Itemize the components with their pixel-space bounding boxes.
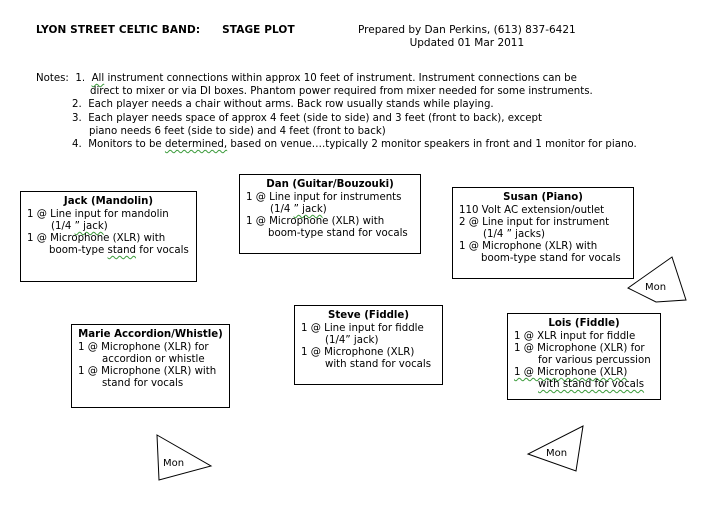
note-text: based on venue….typically 2 monitor speakers in front and 1 monitor for piano. [230,139,637,151]
player-box-marie [71,324,230,408]
requirement-line [246,204,414,216]
requirement-line: boom-type stand for vocals [268,228,408,239]
notes-label: Notes: [36,73,69,84]
requirement-line: 1 @ Line input for mandolin [27,209,169,220]
requirement-line: 1 @ Line input for fiddle [301,323,424,334]
requirement-line: 1 @ Microphone (XLR) with [246,216,385,227]
requirement-line: accordion or whistle [102,354,205,365]
header-band-title [36,24,295,36]
requirement-line: 1 @ Line input for instruments [246,192,402,203]
note-4 [36,138,637,151]
requirement-line [514,367,654,379]
note-text: piano needs 6 feet (side to side) and 4 feet (front to back) [89,125,386,137]
monitor-piano-label: Mon [645,282,667,293]
note-text: instrument connections within approx 10 feet of instrument. Instrument connections can be [107,73,577,84]
player-box-steve [294,305,443,385]
requirement-line: 1 @ Microphone (XLR) for [78,342,209,353]
note-number: 2. [72,99,82,111]
player-box-susan [452,187,634,279]
notes-section [36,72,637,151]
requirement-line [514,379,654,391]
note-2 [36,98,637,111]
requirement-text: stand [107,245,137,256]
note-1-cont [36,85,637,98]
header-prepared [358,24,576,50]
note-3-cont [36,125,637,138]
requirement-text: (1/4 [51,221,72,232]
player-name: Jack (Mandolin) [63,196,154,207]
note-text: Each player needs a chair without arms. Back row usually stands while playing. [88,99,494,111]
note-text: determined, [164,139,228,151]
requirement-line: (1/4 ” jacks) [483,229,545,240]
monitor-right-label: Mon [546,448,568,459]
requirement-text: 1 @ Microphone (XLR) [514,367,628,378]
requirement-text: ) [322,204,327,215]
requirement-line [27,221,190,233]
requirement-line: 1 @ Microphone (XLR) with [27,233,166,244]
requirement-text: for vocals [139,245,189,256]
note-number: 3. [72,112,82,124]
requirement-line [27,245,190,257]
player-box-jack [20,191,197,282]
requirement-line: (1/4” jack) [325,335,379,346]
player-name: Susan (Piano) [503,192,583,203]
note-text: Monitors to be [88,139,162,151]
note-3 [36,112,637,125]
note-number: 1. [75,73,86,84]
requirement-line: 1 @ Microphone (XLR) for [514,343,645,354]
requirement-text: ” jack [74,221,104,232]
requirement-line: 1 @ Microphone (XLR) with [459,241,598,252]
note-number: 4. [72,139,82,151]
player-box-lois [507,313,661,400]
note-text: Each player needs space of approx 4 feet (side to side) and 3 feet (front to back), except [88,112,543,124]
requirement-line: boom-type stand for vocals [481,253,621,264]
requirement-line: 1 @ Microphone (XLR) [301,347,415,358]
requirement-text: (1/4 [270,204,291,215]
note-text: All [91,73,105,84]
band-name: LYON STREET CELTIC BAND: [36,24,201,36]
requirement-line: 1 @ XLR input for fiddle [514,331,636,342]
monitor-piano-icon [626,256,688,304]
note-text: direct to mixer or via DI boxes. Phantom power required from mixer needed for some instruments. [90,86,593,98]
requirement-line: stand for vocals [102,378,184,389]
requirement-text: ) [103,221,108,232]
stage-plot-label: STAGE PLOT [222,24,295,36]
player-name: Dan (Guitar/Bouzouki) [266,179,394,190]
requirement-line: with stand for vocals [325,359,432,370]
requirement-text: boom-type [49,245,105,256]
requirement-line: for various percussion [538,355,651,366]
player-name: Lois (Fiddle) [548,318,620,329]
requirement-line: 1 @ Microphone (XLR) with [78,366,217,377]
player-name: Steve (Fiddle) [328,310,409,321]
note-1 [36,72,637,85]
requirement-line: 110 Volt AC extension/outlet [459,205,605,216]
monitor-left-label: Mon [163,458,185,469]
requirement-line: 2 @ Line input for instrument [459,217,610,228]
player-box-dan [239,174,421,254]
prepared-by: Prepared by Dan Perkins, (613) 837-6421 [358,24,576,36]
requirement-text: ” jack [293,204,323,215]
updated-date: Updated 01 Mar 2011 [409,37,525,49]
requirement-text: with stand for vocals [538,379,645,390]
player-name: Marie Accordion/Whistle) [78,329,223,340]
